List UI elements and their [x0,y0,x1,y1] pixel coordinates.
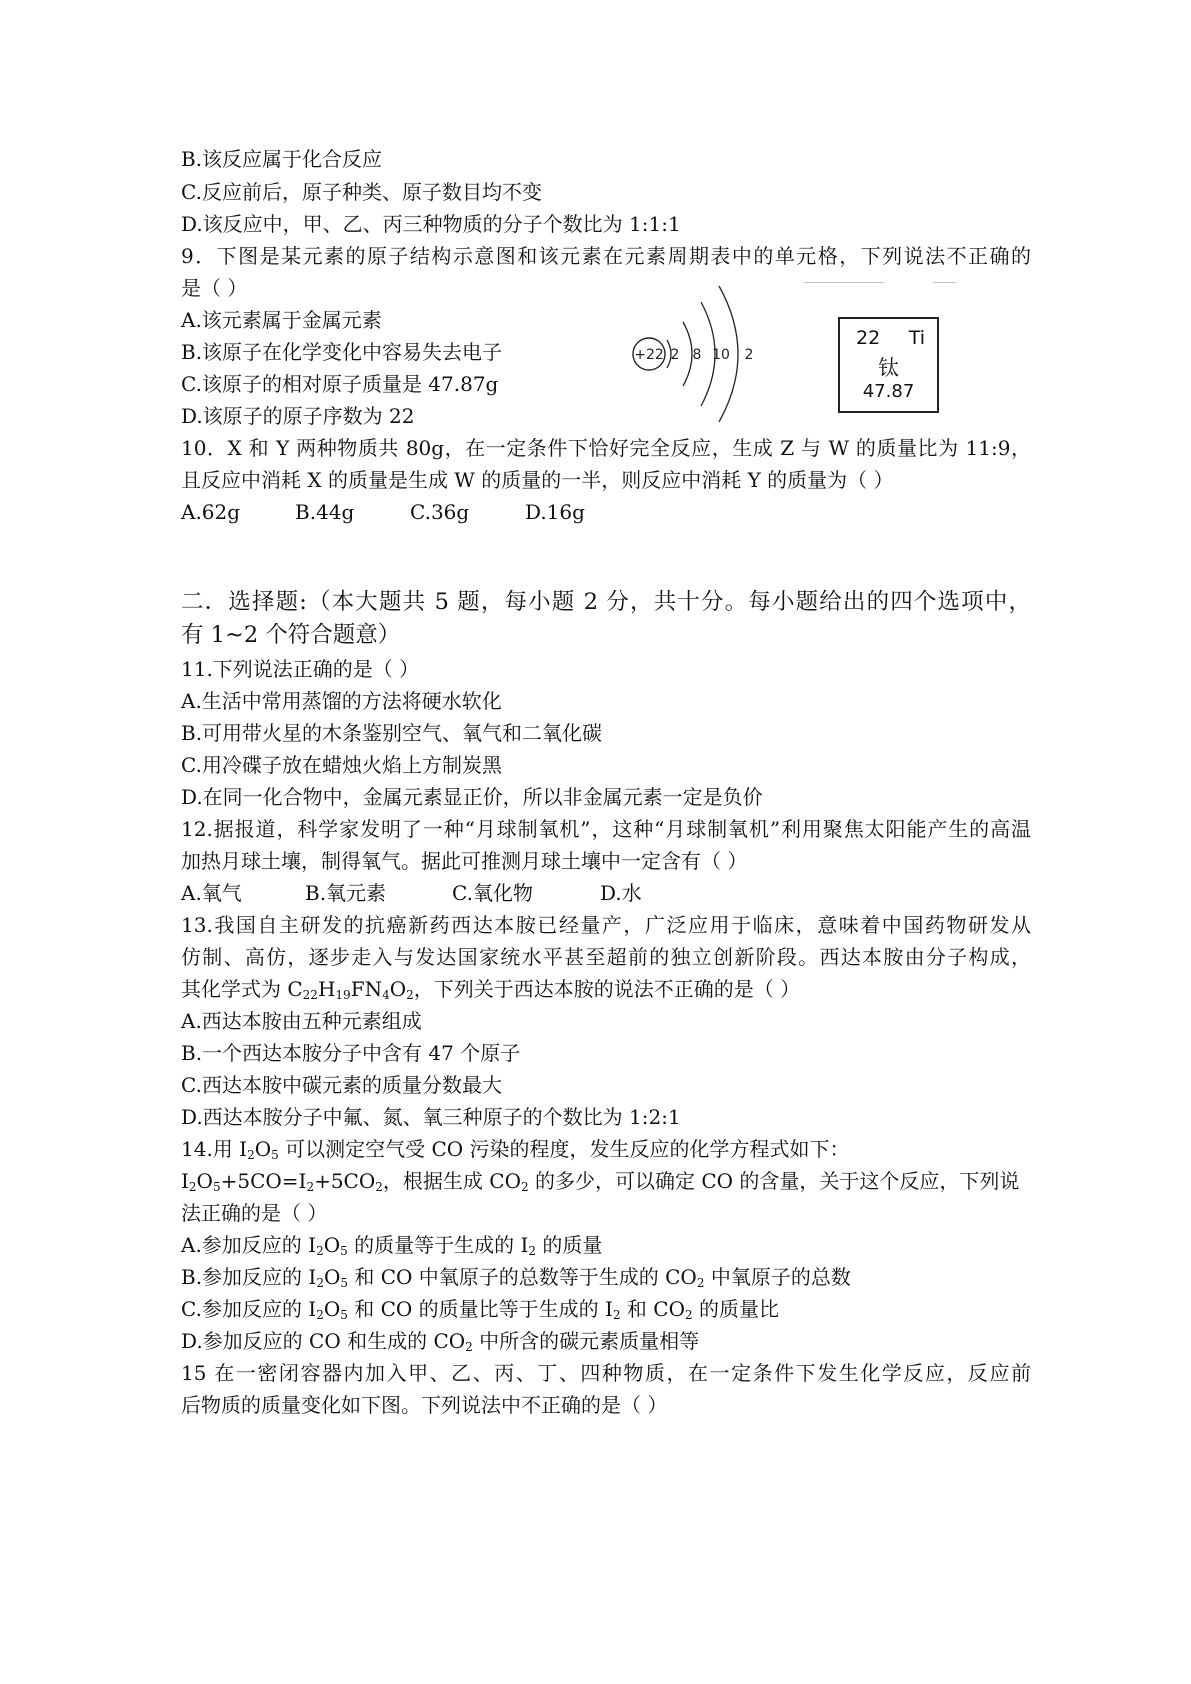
q13-option-d: D.西达本胺分子中氟、氮、氧三种原子的个数比为 1:2:1 [181,1105,681,1129]
q14-option-b: B.参加反应的 $I_2O_5$ 和 CO 中氧原子的总数等于生成的 $CO_2$ 中氧原子的总数 [181,1265,851,1290]
q10-option-a: A.62g [181,500,241,524]
element-symbol: Ti [908,327,925,349]
q13-stem-line3 [181,974,800,1004]
q12-stem-line2: 加热月球土壤，制得氧气。据此可推测月球土壤中一定含有（ ） [181,849,748,873]
q13-option-b: B.一个西达本胺分子中含有 47 个原子 [181,1041,521,1065]
q8-option-b: B.该反应属于化合反应 [181,147,383,171]
q15-stem-line2: 后物质的质量变化如下图。下列说法中不正确的是（ ） [181,1393,668,1417]
formula-subscript: 5 [271,1148,279,1162]
atom-structure-diagram [625,282,765,422]
formula-subscript: 5 [340,1276,348,1290]
formula-element: O [389,977,407,1001]
shell-electrons-1: 2 [670,347,680,363]
q14-stem-line1: 14.用 $I_2O_5$ 可以测定空气受 CO 污染的程度，发生反应的化学方程式如下： [181,1137,850,1162]
q14-option-text: 和 CO 的质量比等于生成的 I [347,1297,613,1321]
q14-option-text: B.参加反应的 I [181,1265,317,1289]
q11-option-c: C.用冷碟子放在蜡烛火焰上方制炭黑 [181,753,502,777]
q8-option-d: D.该反应中，甲、乙、丙三种物质的分子个数比为 1:1:1 [181,212,681,236]
shell-electrons-2: 8 [692,347,702,363]
q9-option-a: A.该元素属于金属元素 [181,308,382,332]
element-name: 钛 [878,356,899,380]
scan-line-decoration [803,282,885,283]
q9-stem-line2: 是（ ） [181,276,248,300]
q13-option-a: A.西达本胺由五种元素组成 [181,1009,422,1033]
q14-option-text: 的质量 [536,1233,603,1257]
q11-stem: 11.下列说法正确的是（ ） [181,657,420,681]
q14-stem-text: 14.用 I [181,1137,248,1161]
formula-subscript: 2 [696,1276,705,1290]
q14-option-text: C.参加反应的 I [181,1297,317,1321]
formula-subscript: 2 [465,1340,473,1354]
q9-stem-line1: 9．下图是某元素的原子结构示意图和该元素在元素周期表中的单元格，下列说法不正确的 [181,244,1031,268]
q15-stem-line1: 15 在一密闭容器内加入甲、乙、丙、丁、四种物质，在一定条件下发生化学反应，反应前 [181,1361,1031,1385]
q13-stem-text: 其化学式为 C [181,977,303,1001]
formula-subscript: 2 [685,1308,693,1322]
q11-option-a: A.生活中常用蒸馏的方法将硬水软化 [181,689,502,713]
formula-subscript: 5 [340,1308,348,1322]
q10-stem-line2: 且反应中消耗 X 的质量是生成 W 的质量的一半，则反应中消耗 Y 的质量为（ ） [181,468,894,492]
q10-stem-line1: 10．X 和 Y 两种物质共 80g，在一定条件下恰好完全反应，生成 Z 与 W 的质量比为 11:9， [181,436,1031,460]
q14-stem-text: ，根据生成 CO [382,1169,521,1193]
q11-option-d: D.在同一化合物中，金属元素显正价，所以非金属元素一定是负价 [181,785,763,809]
q10-option-b: B.44g [295,500,355,524]
q12-stem-line1: 12.据报道，科学家发明了一种“月球制氧机”，这种“月球制氧机”利用聚焦太阳能产生的高温 [181,817,1031,841]
shell-electrons-4: 2 [744,347,754,363]
q12-option-b: B.氧元素 [305,881,387,905]
atomic-number: 22 [856,327,881,349]
q9-option-b: B.该原子在化学变化中容易失去电子 [181,340,503,364]
q12-option-c: C.氧化物 [452,881,533,905]
atomic-mass: 47.87 [862,381,915,402]
q14-stem-line3: 法正确的是（ ） [181,1201,328,1225]
q11-option-b: B.可用带火星的木条鉴别空气、氧气和二氧化碳 [181,721,603,745]
formula-subscript: 2 [316,1244,324,1258]
q14-option-text: 中氧原子的总数 [704,1265,851,1289]
shell-electrons-3: 10 [712,347,730,363]
q14-option-text: A.参加反应的 I [181,1233,317,1257]
q13-stem-line2: 仿制、高仿，逐步走入与发达国家统水平甚至超前的独立创新阶段。西达本胺由分子构成， [181,945,1031,969]
formula-subscript: 2 [375,1180,383,1194]
formula-subscript: 2 [316,1308,324,1322]
q13-option-c: C.西达本胺中碳元素的质量分数最大 [181,1073,502,1097]
q14-option-text: 和 CO 中氧原子的总数等于生成的 CO [348,1265,697,1289]
formula-subscript: 2 [612,1308,621,1322]
formula-subscript: 5 [340,1244,348,1258]
q13-stem-line1: 13.我国自主研发的抗癌新药西达本胺已经量产，广泛应用于临床，意味着中国药物研发从 [181,913,1031,937]
q9-option-d: D.该原子的原子序数为 22 [181,404,415,428]
q12-options [181,878,642,908]
q9-option-c: C.该原子的相对原子质量是 47.87g [181,372,499,396]
q14-option-text: 中所含的碳元素质量相等 [472,1329,700,1353]
scan-line-decoration [933,282,957,283]
formula-element: FN [350,977,383,1001]
q14-option-text: 和 CO [620,1297,685,1321]
q14-option-text: D.参加反应的 CO 和生成的 CO [181,1329,466,1353]
q14-option-text: 的质量比 [692,1297,779,1321]
formula-subscript: 22 [302,988,318,1002]
q14-stem-text: 的多少，可以确定 CO 的含量，关于这个反应，下列说 [528,1169,1020,1193]
formula-subscript: 2 [406,988,414,1002]
formula-subscript: 5 [212,1180,221,1194]
q13-stem-text: ，下列关于西达本胺的说法不正确的是（ ） [413,977,801,1001]
formula-subscript: 2 [528,1244,537,1258]
q14-option-a: A.参加反应的 $I_2O_5$ 的质量等于生成的 $I_2$ 的质量 [181,1233,603,1258]
nucleus-charge: +22 [634,347,664,363]
q12-option-d: D.水 [600,881,642,905]
q12-option-a: A.氧气 [181,881,242,905]
periodic-table-cell [838,317,939,413]
q14-option-d [181,1326,699,1356]
q10-options [181,497,585,527]
q14-stem-text: 可以测定空气受 CO 污染的程度，发生反应的化学方程式如下： [278,1137,850,1161]
formula-subscript: 19 [335,988,351,1002]
q10-option-d: D.16g [525,500,585,524]
section2-title-line1: 二．选择题:（本大题共 5 题，每小题 2 分，共十分。每小题给出的四个选项中， [181,589,1031,615]
q14-equation-line: $I_2O_5+5CO=I_2+5CO_2$，根据生成 $CO_2$ 的多少，可以确定 CO 的含量，关于这个反应，下列说 [181,1169,1020,1194]
formula-element: H [317,977,336,1001]
formula-subscript: 2 [247,1148,255,1162]
formula-subscript: 2 [306,1180,315,1194]
formula-subscript: 4 [382,988,390,1002]
q14-option-c: C.参加反应的 $I_2O_5$ 和 CO 的质量比等于生成的 $I_2$ 和 $CO_2$ 的质量比 [181,1297,779,1322]
formula-subscript: 2 [188,1180,197,1194]
formula-subscript: 2 [520,1180,529,1194]
section2-title-line2: 有 1~2 个符合题意） [181,622,401,648]
formula-subscript: 2 [316,1276,324,1290]
q14-option-text: 的质量等于生成的 I [347,1233,529,1257]
electron-shell-2 [683,322,692,386]
q10-option-c: C.36g [410,500,470,524]
q8-option-c: C.反应前后，原子种类、原子数目均不变 [181,180,542,204]
